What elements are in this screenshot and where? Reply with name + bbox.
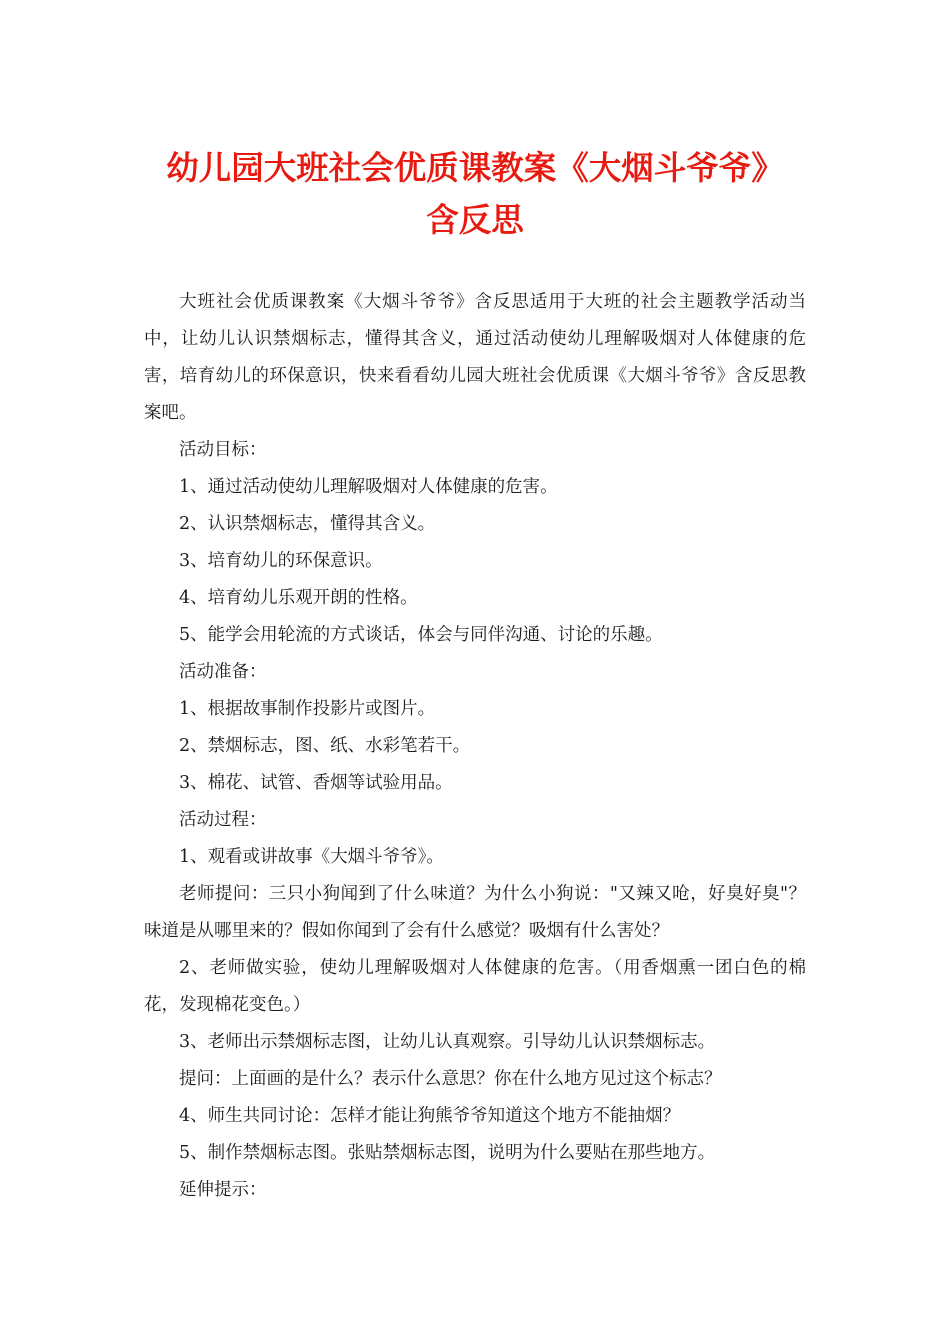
section-heading-process: 活动过程： bbox=[179, 810, 267, 830]
preparation-item: 2、禁烟标志，图、纸、水彩笔若干。 bbox=[179, 736, 471, 756]
title-line-2: 含反思 bbox=[426, 201, 524, 239]
goal-item: 3、培育幼儿的环保意识。 bbox=[179, 551, 383, 571]
goal-item: 4、培育幼儿乐观开朗的性格。 bbox=[179, 588, 418, 608]
process-item: 5、制作禁烟标志图。张贴禁烟标志图，说明为什么要贴在那些地方。 bbox=[179, 1143, 716, 1163]
intro-paragraph: 大班社会优质课教案《大烟斗爷爷》含反思适用于大班的社会主题教学活动当中，让幼儿认识禁烟标志，懂得其含义，通过活动使幼儿理解吸烟对人体健康的危害，培育幼儿的环保意识，快来看看幼儿园大班社会优质课《大烟斗爷爷》含反思教案吧。 bbox=[144, 292, 806, 423]
preparation-item: 1、根据故事制作投影片或图片。 bbox=[179, 699, 436, 719]
preparation-item: 3、棉花、试管、香烟等试验用品。 bbox=[179, 773, 453, 793]
document-body bbox=[144, 284, 806, 1209]
process-item: 4、师生共同讨论：怎样才能让狗熊爷爷知道这个地方不能抽烟？ bbox=[179, 1106, 681, 1126]
title-line-1: 幼儿园大班社会优质课教案《大烟斗爷爷》 bbox=[166, 149, 784, 187]
section-heading-goals: 活动目标： bbox=[179, 440, 267, 460]
goal-item: 5、能学会用轮流的方式谈话，体会与同伴沟通、讨论的乐趣。 bbox=[179, 625, 663, 645]
document-title bbox=[100, 142, 850, 246]
goal-item: 2、认识禁烟标志，懂得其含义。 bbox=[179, 514, 436, 534]
process-item: 3、老师出示禁烟标志图，让幼儿认真观察。引导幼儿认识禁烟标志。 bbox=[179, 1032, 716, 1052]
section-heading-preparation: 活动准备： bbox=[179, 662, 267, 682]
goal-item: 1、通过活动使幼儿理解吸烟对人体健康的危害。 bbox=[179, 477, 558, 497]
process-item: 提问：上面画的是什么？表示什么意思？你在什么地方见过这个标志？ bbox=[179, 1069, 722, 1089]
process-item: 2、老师做实验，使幼儿理解吸烟对人体健康的危害。（用香烟熏一团白色的棉花，发现棉花变色。） bbox=[144, 958, 806, 1015]
section-heading-extension: 延伸提示： bbox=[179, 1180, 267, 1200]
process-item: 1、观看或讲故事《大烟斗爷爷》。 bbox=[179, 847, 444, 867]
process-item: 老师提问：三只小狗闻到了什么味道？为什么小狗说："又辣又呛，好臭好臭"？味道是从哪里来的？假如你闻到了会有什么感觉？吸烟有什么害处？ bbox=[144, 884, 806, 941]
